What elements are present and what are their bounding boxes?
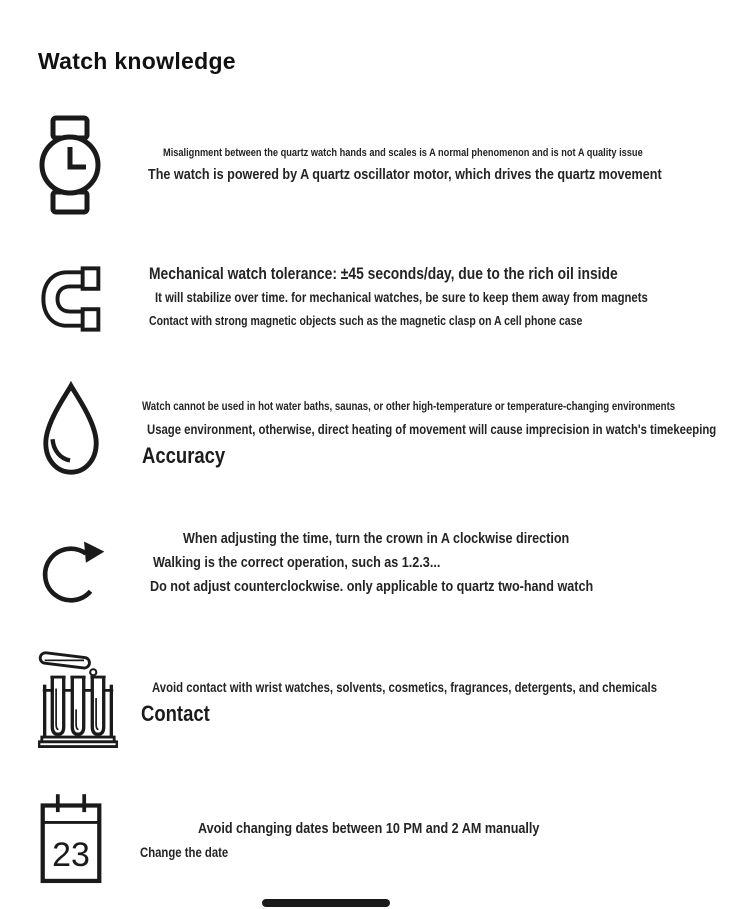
magnet-icon bbox=[38, 266, 110, 332]
text-line: Walking is the correct operation, such as 1.2.3... bbox=[153, 554, 441, 571]
text-line: Avoid contact with wrist watches, solvents, cosmetics, fragrances, detergents, and chemicals bbox=[152, 680, 658, 695]
clockwise-arrow-icon bbox=[38, 530, 108, 612]
page-title: Watch knowledge bbox=[38, 48, 236, 75]
text-line: Change the date bbox=[140, 845, 229, 860]
text-line: Avoid changing dates between 10 PM and 2 AM manually bbox=[198, 820, 540, 837]
text-line: It will stabilize over time. for mechanical watches, be sure to keep them away from magnets bbox=[155, 290, 648, 305]
text-line: Do not adjust counterclockwise. only applicable to quartz two-hand watch bbox=[150, 578, 594, 595]
text-line: Contact with strong magnetic objects such as the magnetic clasp on A cell phone case bbox=[149, 314, 583, 328]
wrist-watch-icon bbox=[38, 115, 102, 215]
calendar-day-number: 23 bbox=[52, 835, 90, 874]
text-line: Watch cannot be used in hot water baths, saunas, or other high-temperature or temperature-changing environments bbox=[142, 401, 676, 413]
text-line: The watch is powered by A quartz oscillator motor, which drives the quartz movement bbox=[148, 166, 662, 183]
text-line: Usage environment, otherwise, direct heating of movement will cause imprecision in watch's timekeeping bbox=[147, 422, 717, 437]
section-magnet-text bbox=[140, 262, 746, 333]
section-tubes-text bbox=[140, 645, 746, 728]
home-indicator-bar bbox=[262, 899, 390, 907]
text-line: Accuracy bbox=[142, 443, 226, 468]
text-line: Contact bbox=[141, 701, 210, 726]
section-calendar-text bbox=[140, 786, 746, 865]
test-tubes-icon bbox=[38, 648, 118, 748]
text-line: When adjusting the time, turn the crown in A clockwise direction bbox=[183, 530, 570, 547]
text-line: Misalignment between the quartz watch hands and scales is A normal phenomenon and is not A quality issue bbox=[163, 147, 643, 159]
section-drop-text bbox=[140, 381, 746, 470]
section-rotate-text bbox=[140, 523, 746, 599]
section-watch-text bbox=[140, 113, 746, 187]
calendar-icon bbox=[38, 790, 104, 887]
text-line: Mechanical watch tolerance: ±45 seconds/day, due to the rich oil inside bbox=[149, 265, 618, 283]
water-drop-icon bbox=[38, 381, 104, 478]
